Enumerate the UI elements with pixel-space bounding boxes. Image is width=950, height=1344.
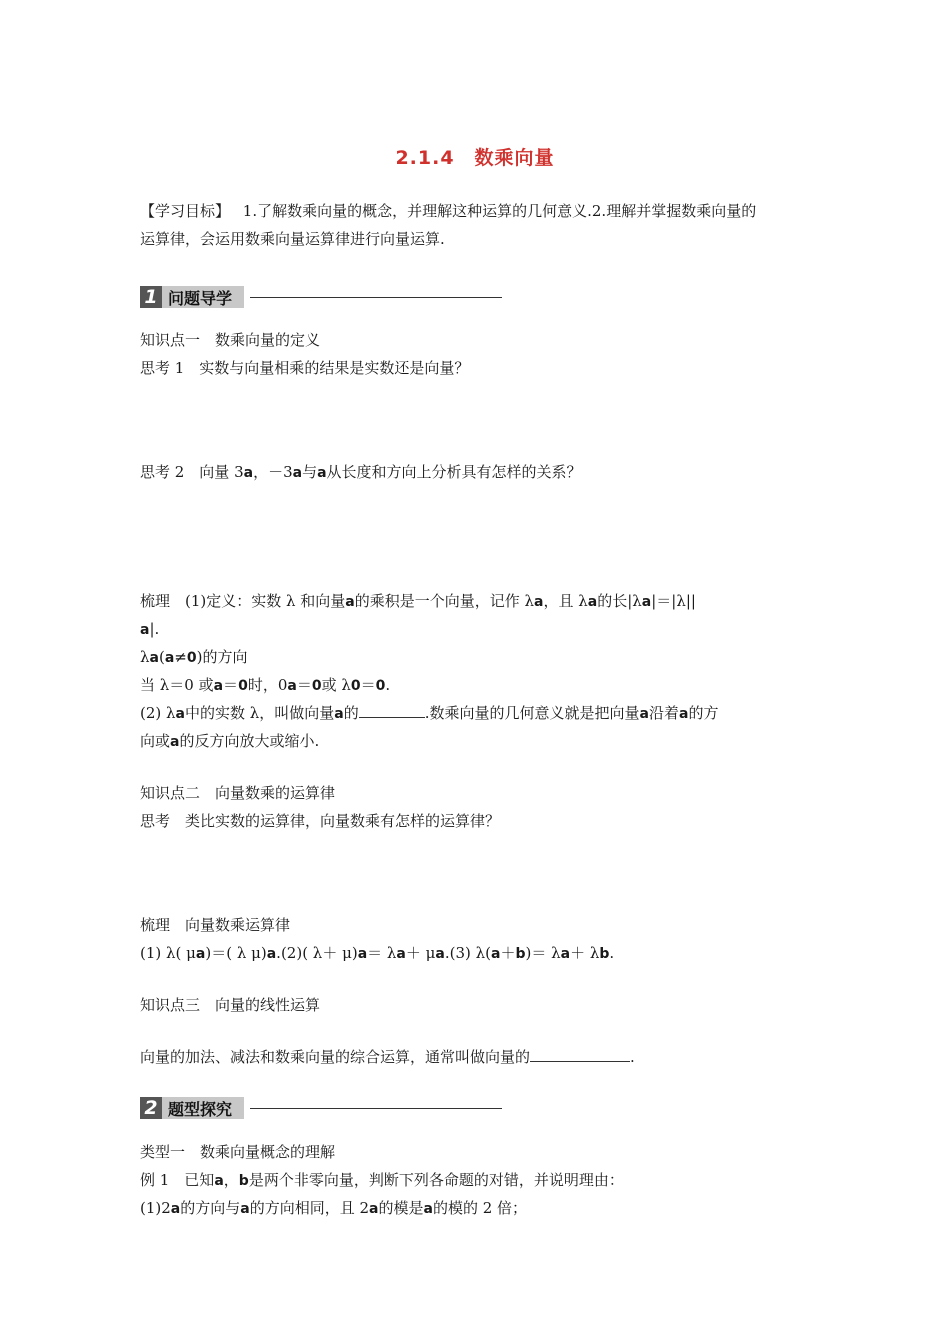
vector-a: a [396,946,406,962]
vector-a: a [345,594,355,610]
text-run: (2) λ [140,704,176,722]
section-number-2: 2 [140,1097,162,1119]
fill-blank[interactable] [530,1045,630,1062]
example-1-item-1 [140,1195,820,1222]
kp2-laws [140,940,820,967]
page-title: 2.1.4 数乘向量 [395,147,555,169]
text-run: ，且 λ [543,592,588,610]
vector-a: a [140,622,150,638]
text-run: |＝|λ|| [651,592,696,610]
kp1-part-2 [140,700,820,727]
fill-blank[interactable] [359,701,425,718]
text-run: . [385,676,391,694]
vector-b: b [238,1173,249,1189]
vector-b: b [599,946,610,962]
text-run: ( [158,648,165,666]
vector-a: a [266,946,277,962]
text-run: 是两个非零向量，判断下列各命题的对错，并说明理由： [248,1171,624,1189]
vector-a: a [170,734,180,750]
section-label-1: 问题导学 [162,286,244,308]
text-run: ，－3 [253,463,293,481]
kp2-sort: 梳理 向量数乘运算律 [140,916,291,934]
text-run: ＝ [360,676,376,694]
zero-vector: 0 [311,678,322,694]
text-run: 的模是 [378,1199,424,1217]
text-run: 或 λ [321,676,351,694]
vector-a: a [243,465,254,481]
zero-vector: 0 [238,678,248,694]
zero-vector: 0 [186,650,197,666]
vector-a: a [175,706,185,722]
text-run: . [609,944,615,962]
text-run: ＋ [500,944,516,962]
text-run: ＝ [223,676,239,694]
text-run: ＋ λ [570,944,600,962]
text-run: 的方向与 [180,1199,241,1217]
text-run: (1)2 [140,1199,171,1217]
text-run: 梳理 (1)定义：实数 λ 和向量 [140,592,346,610]
objectives-line-2: 运算律，会运用数乘向量运算律进行向量运算. [140,230,445,248]
text-run: 从长度和方向上分析具有怎样的关系？ [326,463,582,481]
section-rule-2 [250,1108,502,1109]
vector-a: a [170,1201,181,1217]
text-run: )＝( λ μ) [205,944,267,962]
vector-a: a [534,594,544,610]
text-run: 当 λ＝0 或 [140,676,214,694]
kp1-part-2-cont [140,728,820,755]
kp1-think-2 [140,459,820,486]
text-run: 的方 [688,704,719,722]
vector-a: a [587,594,598,610]
text-run: ， [223,1171,239,1189]
vector-a: a [317,465,327,481]
text-run: 的乘积是一个向量，记作 λ [354,592,535,610]
section-header-1 [140,286,502,308]
vector-a: a [423,1201,433,1217]
text-run: 与 [302,463,318,481]
vector-a: a [369,1201,379,1217]
text-run: (1) λ( μ [140,944,196,962]
vector-a: a [214,1173,224,1189]
vector-a: a [287,678,297,694]
kp1-sort-definition [140,588,820,615]
vector-a: a [641,594,652,610]
vector-a: a [213,678,224,694]
type1-heading: 类型一 数乘向量概念的理解 [140,1143,336,1161]
kp1-heading: 知识点一 数乘向量的定义 [140,331,321,349]
text-run: )的方向 [196,648,248,666]
vector-b: b [515,946,526,962]
section-number-1: 1 [140,286,162,308]
text-run: ＝ [296,676,312,694]
text-run: .(2)( λ＋ μ) [276,944,358,962]
text-run: 的反方向放大或缩小. [179,732,320,750]
example-1 [140,1167,820,1194]
kp2-heading: 知识点二 向量数乘的运算律 [140,784,336,802]
text-run: 中的实数 λ，叫做向量 [184,704,335,722]
text-run: 沿着 [648,704,679,722]
zero-vector: 0 [375,678,386,694]
text-run: 向或 [140,732,171,750]
text-run: .数乘向量的几何意义就是把向量 [424,704,640,722]
text-run: 的长|λ [597,592,642,610]
kp1-think-1: 思考 1 实数与向量相乘的结果是实数还是向量？ [140,359,470,377]
text-run: 的方向相同，且 2 [249,1199,370,1217]
vector-a: a [357,946,368,962]
objectives-label: 【学习目标】 [140,202,231,220]
text-run: |. [149,620,160,638]
objectives-text-1: 1.了解数乘向量的概念，并理解这种运算的几何意义.2.理解并掌握数乘向量的 [242,202,757,220]
kp1-direction [140,644,820,671]
text-run: )＝ λ [525,944,561,962]
vector-a: a [334,706,344,722]
kp3-heading: 知识点三 向量的线性运算 [140,996,321,1014]
section-header-2 [140,1097,502,1119]
text-run: 的 [343,704,359,722]
vector-a: a [435,946,445,962]
text-run: ≠ [174,648,187,666]
kp2-think: 思考 类比实数的运算律，向量数乘有怎样的运算律？ [140,812,501,830]
kp3-text [140,1044,820,1070]
text-run: . [630,1048,635,1066]
section-label-2: 题型探究 [162,1097,244,1119]
text-run: ＝ λ [367,944,397,962]
text-run: λ [140,648,150,666]
text-run: 的模的 2 倍； [432,1199,528,1217]
vector-a: a [292,465,303,481]
kp1-sort-definition-cont [140,616,820,643]
vector-a: a [678,706,689,722]
text-run: ＋ μ [405,944,436,962]
vector-a: a [164,650,175,666]
vector-a: a [149,650,159,666]
text-run: 思考 2 向量 3 [140,463,244,481]
section-rule-1 [250,297,502,298]
vector-a: a [240,1201,250,1217]
zero-vector: 0 [350,678,361,694]
objectives-line-1 [140,198,820,224]
text-run: .(3) λ( [444,944,492,962]
vector-a: a [491,946,501,962]
vector-a: a [639,706,649,722]
vector-a: a [560,946,571,962]
text-run: 时，0 [247,676,288,694]
kp1-zero-case [140,672,820,699]
text-run: 例 1 已知 [140,1171,215,1189]
text-run: 向量的加法、减法和数乘向量的综合运算，通常叫做向量的 [140,1048,531,1066]
vector-a: a [195,946,206,962]
